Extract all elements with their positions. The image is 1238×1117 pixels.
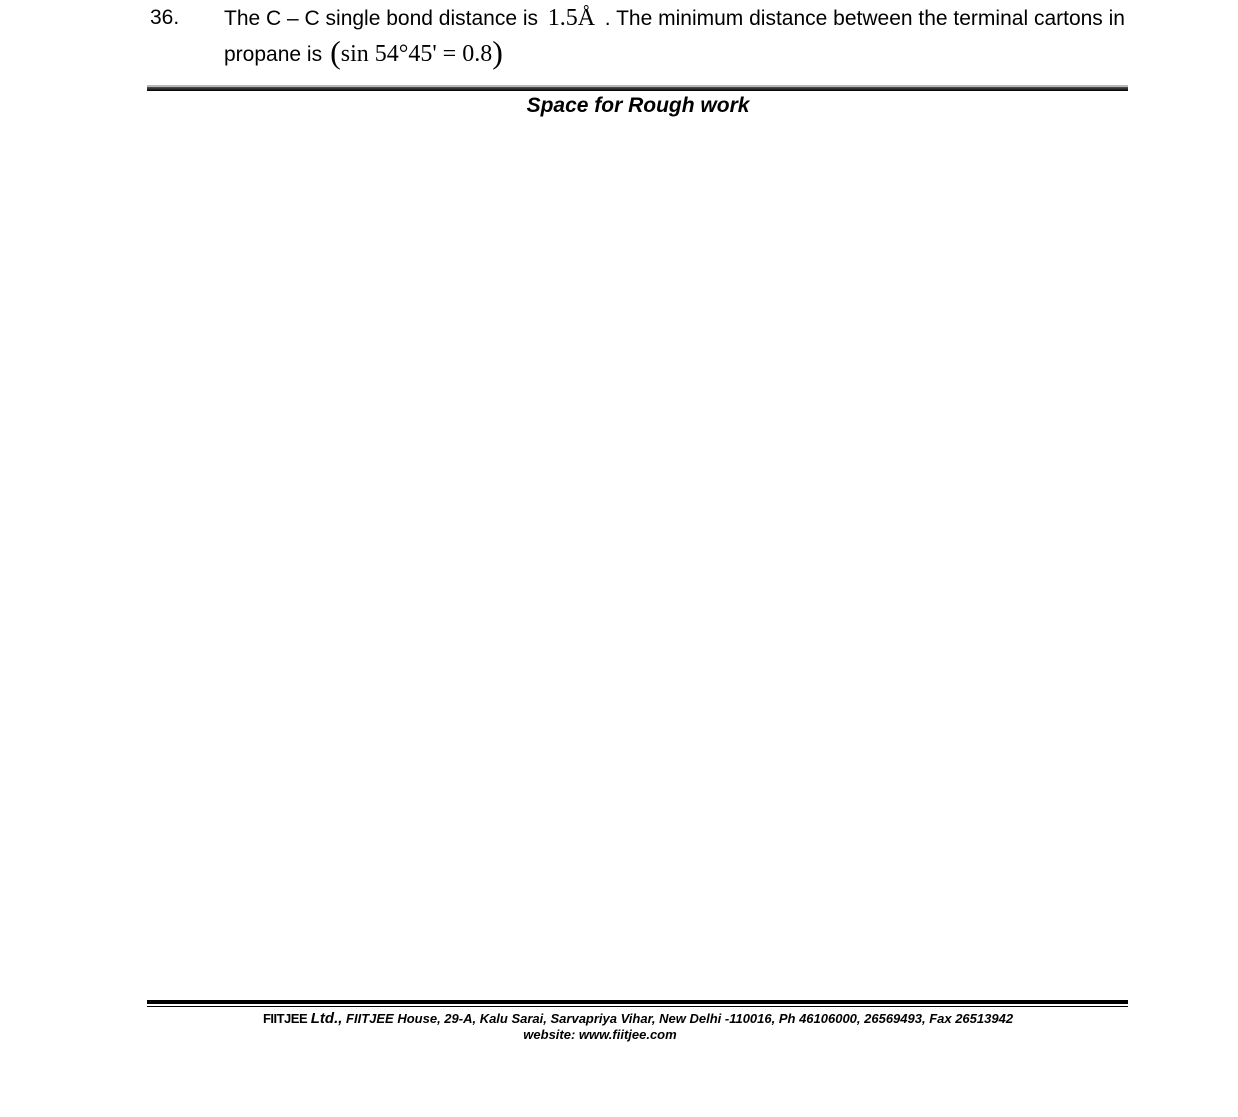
footer-divider-thin — [147, 1006, 1128, 1007]
footer-website: website: www.fiitjee.com — [523, 1027, 677, 1042]
rough-work-area — [147, 122, 1128, 992]
paren-open: ( — [330, 34, 341, 70]
question-number: 36. — [150, 6, 180, 29]
question-text-line-1 — [224, 5, 1125, 32]
question-text-part-c: propane is — [224, 43, 323, 66]
footer-brand: FIITJEE — [262, 1011, 308, 1026]
footer-divider-thick — [147, 1000, 1128, 1004]
question-text-part-b: . The minimum distance between the terminal cartons in — [604, 7, 1125, 30]
footer-address-line — [0, 1011, 1238, 1027]
sine-hint: sin 54°45' = 0.8 — [340, 41, 493, 67]
question-text-part-a: The C – C single bond distance is — [224, 7, 539, 30]
footer-ltd: Ltd., — [310, 1010, 343, 1027]
rough-work-title: Space for Rough work — [526, 94, 750, 117]
paren-close: ) — [492, 34, 503, 70]
bond-distance-value: 1.5Å — [547, 5, 596, 31]
question-text-line-2 — [224, 35, 503, 70]
top-divider — [147, 85, 1128, 91]
footer-address: FIITJEE House, 29-A, Kalu Sarai, Sarvapriya Vihar, New Delhi -110016, Ph 46106000, 26569493, Fax 26513942 — [346, 1011, 1014, 1026]
